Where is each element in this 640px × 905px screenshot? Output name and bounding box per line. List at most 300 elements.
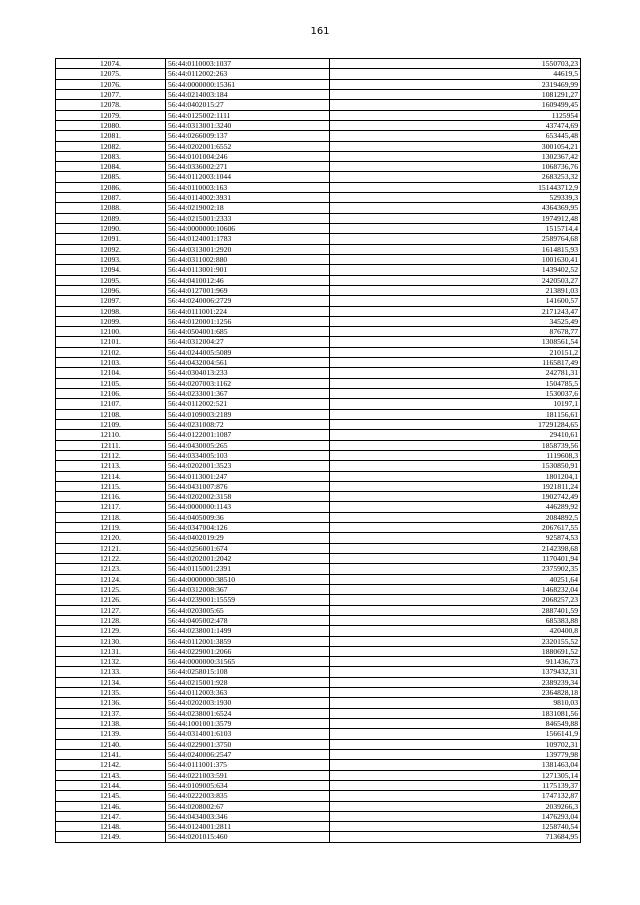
value-cell: 3001054,21 bbox=[330, 141, 581, 151]
value-cell: 1921811,24 bbox=[330, 481, 581, 491]
table-row bbox=[56, 162, 581, 172]
row-number-cell: 12148. bbox=[56, 822, 166, 832]
table-row bbox=[56, 89, 581, 99]
table-row bbox=[56, 822, 581, 832]
row-number-cell: 12145. bbox=[56, 791, 166, 801]
row-number-cell: 12103. bbox=[56, 358, 166, 368]
row-number-cell: 12120. bbox=[56, 533, 166, 543]
table-row bbox=[56, 471, 581, 481]
value-cell: 210151,2 bbox=[330, 347, 581, 357]
cadastral-number-cell: 56:44:0221003:591 bbox=[166, 770, 330, 780]
row-number-cell: 12093. bbox=[56, 254, 166, 264]
table-row bbox=[56, 564, 581, 574]
row-number-cell: 12124. bbox=[56, 574, 166, 584]
row-number-cell: 12099. bbox=[56, 316, 166, 326]
cadastral-number-cell: 56:44:0112001:3859 bbox=[166, 636, 330, 646]
value-cell: 1308561,54 bbox=[330, 337, 581, 347]
value-cell: 1974912,48 bbox=[330, 213, 581, 223]
row-number-cell: 12107. bbox=[56, 399, 166, 409]
cadastral-number-cell: 56:44:0124001:2811 bbox=[166, 822, 330, 832]
table-row bbox=[56, 193, 581, 203]
row-number-cell: 12081. bbox=[56, 131, 166, 141]
value-cell: 1880691,52 bbox=[330, 646, 581, 656]
row-number-cell: 12134. bbox=[56, 677, 166, 687]
cadastral-number-cell: 56:44:0222003:835 bbox=[166, 791, 330, 801]
value-cell: 109702,31 bbox=[330, 739, 581, 749]
value-cell: 1614815,93 bbox=[330, 244, 581, 254]
table-row bbox=[56, 481, 581, 491]
row-number-cell: 12142. bbox=[56, 760, 166, 770]
table-row bbox=[56, 265, 581, 275]
cadastral-number-cell: 56:44:0336002:271 bbox=[166, 162, 330, 172]
cadastral-number-cell: 56:44:0347004:126 bbox=[166, 523, 330, 533]
cadastral-number-cell: 56:44:0202001:6552 bbox=[166, 141, 330, 151]
row-number-cell: 12135. bbox=[56, 688, 166, 698]
cadastral-number-cell: 56:44:0113001:901 bbox=[166, 265, 330, 275]
value-cell: 1068736,76 bbox=[330, 162, 581, 172]
value-cell: 1609499,45 bbox=[330, 100, 581, 110]
row-number-cell: 12131. bbox=[56, 646, 166, 656]
row-number-cell: 12089. bbox=[56, 213, 166, 223]
cadastral-number-cell: 56:44:0313001:2920 bbox=[166, 244, 330, 254]
row-number-cell: 12088. bbox=[56, 203, 166, 213]
cadastral-number-cell: 56:44:0219002:18 bbox=[166, 203, 330, 213]
cadastral-number-cell: 56:44:0000000:15361 bbox=[166, 79, 330, 89]
cadastral-number-cell: 56:44:0258015:108 bbox=[166, 667, 330, 677]
row-number-cell: 12126. bbox=[56, 595, 166, 605]
value-cell: 1439402,52 bbox=[330, 265, 581, 275]
table-row bbox=[56, 131, 581, 141]
value-cell: 713684,95 bbox=[330, 832, 581, 842]
value-cell: 1271305,14 bbox=[330, 770, 581, 780]
value-cell: 4364369,95 bbox=[330, 203, 581, 213]
table-row bbox=[56, 182, 581, 192]
cadastral-number-cell: 56:44:0203005:65 bbox=[166, 605, 330, 615]
cadastral-number-cell: 56:44:0238001:6524 bbox=[166, 708, 330, 718]
table-row bbox=[56, 296, 581, 306]
value-cell: 1476293,04 bbox=[330, 811, 581, 821]
cadastral-number-cell: 56:44:0402019:29 bbox=[166, 533, 330, 543]
table-row bbox=[56, 646, 581, 656]
row-number-cell: 12076. bbox=[56, 79, 166, 89]
row-number-cell: 12115. bbox=[56, 481, 166, 491]
row-number-cell: 12117. bbox=[56, 502, 166, 512]
row-number-cell: 12141. bbox=[56, 749, 166, 759]
value-cell: 2171243,47 bbox=[330, 306, 581, 316]
table-row bbox=[56, 523, 581, 533]
cadastral-number-cell: 56:44:0202003:1930 bbox=[166, 698, 330, 708]
cadastral-number-cell: 56:44:0112002:263 bbox=[166, 69, 330, 79]
cadastral-number-cell: 56:44:0432004:561 bbox=[166, 358, 330, 368]
value-cell: 2589764,68 bbox=[330, 234, 581, 244]
table-row bbox=[56, 729, 581, 739]
row-number-cell: 12130. bbox=[56, 636, 166, 646]
cadastral-number-cell: 56:44:0215001:928 bbox=[166, 677, 330, 687]
row-number-cell: 12121. bbox=[56, 543, 166, 553]
value-cell: 2039266,3 bbox=[330, 801, 581, 811]
value-cell: 653445,48 bbox=[330, 131, 581, 141]
cadastral-number-cell: 56:44:0229001:2066 bbox=[166, 646, 330, 656]
value-cell: 2887401,59 bbox=[330, 605, 581, 615]
cadastral-number-cell: 56:44:0207003:1162 bbox=[166, 378, 330, 388]
cadastral-number-cell: 56:44:0229001:3750 bbox=[166, 739, 330, 749]
value-cell: 139779,98 bbox=[330, 749, 581, 759]
row-number-cell: 12132. bbox=[56, 657, 166, 667]
cadastral-number-cell: 56:44:0214003:184 bbox=[166, 89, 330, 99]
table-row bbox=[56, 234, 581, 244]
cadastral-number-cell: 56:44:0000000:38510 bbox=[166, 574, 330, 584]
cadastral-number-cell: 56:44:0410012:46 bbox=[166, 275, 330, 285]
row-number-cell: 12109. bbox=[56, 419, 166, 429]
table-row bbox=[56, 120, 581, 130]
value-cell: 1379432,31 bbox=[330, 667, 581, 677]
row-number-cell: 12074. bbox=[56, 59, 166, 69]
cadastral-number-cell: 56:44:0000000:10606 bbox=[166, 224, 330, 234]
table-row bbox=[56, 832, 581, 842]
cadastral-number-cell: 56:44:0112003:1044 bbox=[166, 172, 330, 182]
row-number-cell: 12133. bbox=[56, 667, 166, 677]
row-number-cell: 12125. bbox=[56, 584, 166, 594]
value-cell: 1468232,04 bbox=[330, 584, 581, 594]
table-row bbox=[56, 636, 581, 646]
row-number-cell: 12138. bbox=[56, 719, 166, 729]
cadastral-number-cell: 56:44:0125002:1111 bbox=[166, 110, 330, 120]
row-number-cell: 12113. bbox=[56, 461, 166, 471]
value-cell: 529339,3 bbox=[330, 193, 581, 203]
cadastral-number-cell: 56:44:0312004:27 bbox=[166, 337, 330, 347]
cadastral-number-cell: 56:44:0430005:265 bbox=[166, 440, 330, 450]
value-cell: 2683253,32 bbox=[330, 172, 581, 182]
value-cell: 40251,64 bbox=[330, 574, 581, 584]
cadastral-number-cell: 56:44:0115001:2391 bbox=[166, 564, 330, 574]
row-number-cell: 12078. bbox=[56, 100, 166, 110]
cadastral-number-cell: 56:44:0124001:1783 bbox=[166, 234, 330, 244]
cadastral-number-cell: 56:44:0312008:367 bbox=[166, 584, 330, 594]
table-row bbox=[56, 533, 581, 543]
value-cell: 2319469,99 bbox=[330, 79, 581, 89]
row-number-cell: 12077. bbox=[56, 89, 166, 99]
cadastral-number-cell: 56:44:0240006:2729 bbox=[166, 296, 330, 306]
cadastral-number-cell: 56:44:0000000:1143 bbox=[166, 502, 330, 512]
table-row bbox=[56, 224, 581, 234]
value-cell: 1530850,91 bbox=[330, 461, 581, 471]
value-cell: 1747132,87 bbox=[330, 791, 581, 801]
table-row bbox=[56, 667, 581, 677]
table-row bbox=[56, 347, 581, 357]
value-cell: 1170401,94 bbox=[330, 554, 581, 564]
table-row bbox=[56, 698, 581, 708]
value-cell: 1801204,1 bbox=[330, 471, 581, 481]
row-number-cell: 12140. bbox=[56, 739, 166, 749]
cadastral-number-cell: 56:44:0504001:685 bbox=[166, 327, 330, 337]
value-cell: 420400,8 bbox=[330, 626, 581, 636]
value-cell: 2320155,52 bbox=[330, 636, 581, 646]
table-row bbox=[56, 244, 581, 254]
value-cell: 2142398,68 bbox=[330, 543, 581, 553]
table-row bbox=[56, 327, 581, 337]
cadastral-number-cell: 56:44:0122001:1087 bbox=[166, 430, 330, 440]
table-row bbox=[56, 337, 581, 347]
table-row bbox=[56, 59, 581, 69]
value-cell: 2375902,35 bbox=[330, 564, 581, 574]
cadastral-number-cell: 56:44:0110003:163 bbox=[166, 182, 330, 192]
cadastral-number-cell: 56:44:0112003:363 bbox=[166, 688, 330, 698]
table-row bbox=[56, 254, 581, 264]
table-row bbox=[56, 626, 581, 636]
table-row bbox=[56, 605, 581, 615]
row-number-cell: 12102. bbox=[56, 347, 166, 357]
row-number-cell: 12106. bbox=[56, 389, 166, 399]
page-number: 161 bbox=[310, 26, 330, 37]
row-number-cell: 12100. bbox=[56, 327, 166, 337]
value-cell: 141600,57 bbox=[330, 296, 581, 306]
table-row bbox=[56, 378, 581, 388]
row-number-cell: 12139. bbox=[56, 729, 166, 739]
value-cell: 9810,03 bbox=[330, 698, 581, 708]
table-row bbox=[56, 151, 581, 161]
table-row bbox=[56, 399, 581, 409]
cadastral-number-cell: 56:44:0208002:67 bbox=[166, 801, 330, 811]
table-row bbox=[56, 739, 581, 749]
cadastral-number-cell: 56:44:0233001:367 bbox=[166, 389, 330, 399]
table-row bbox=[56, 760, 581, 770]
cadastral-number-cell: 56:44:0202002:3158 bbox=[166, 492, 330, 502]
cadastral-number-cell: 56:44:0109003:2189 bbox=[166, 409, 330, 419]
table-row bbox=[56, 749, 581, 759]
row-number-cell: 12083. bbox=[56, 151, 166, 161]
row-number-cell: 12111. bbox=[56, 440, 166, 450]
row-number-cell: 12143. bbox=[56, 770, 166, 780]
row-number-cell: 12096. bbox=[56, 285, 166, 295]
cadastral-number-cell: 56:44:0402015:27 bbox=[166, 100, 330, 110]
cadastral-number-cell: 56:44:0434003:346 bbox=[166, 811, 330, 821]
row-number-cell: 12110. bbox=[56, 430, 166, 440]
value-cell: 2068257,23 bbox=[330, 595, 581, 605]
value-cell: 1902742,49 bbox=[330, 492, 581, 502]
table-row bbox=[56, 79, 581, 89]
value-cell: 2420503,27 bbox=[330, 275, 581, 285]
row-number-cell: 12137. bbox=[56, 708, 166, 718]
row-number-cell: 12144. bbox=[56, 780, 166, 790]
table-row bbox=[56, 203, 581, 213]
cadastral-number-cell: 56:44:0202001:2042 bbox=[166, 554, 330, 564]
cadastral-number-cell: 56:44:0114002:3931 bbox=[166, 193, 330, 203]
value-cell: 2084892,5 bbox=[330, 512, 581, 522]
cadastral-number-cell: 56:44:0109005:634 bbox=[166, 780, 330, 790]
row-number-cell: 12097. bbox=[56, 296, 166, 306]
cadastral-number-cell: 56:44:0334005:103 bbox=[166, 450, 330, 460]
value-cell: 1001630,41 bbox=[330, 254, 581, 264]
table-row bbox=[56, 69, 581, 79]
value-cell: 44619,5 bbox=[330, 69, 581, 79]
value-cell: 1119608,3 bbox=[330, 450, 581, 460]
table-row bbox=[56, 430, 581, 440]
table-row bbox=[56, 306, 581, 316]
cadastral-number-cell: 56:44:0112002:521 bbox=[166, 399, 330, 409]
table-row bbox=[56, 172, 581, 182]
cadastral-number-cell: 56:44:0101004:246 bbox=[166, 151, 330, 161]
table-row bbox=[56, 275, 581, 285]
value-cell: 1381463,04 bbox=[330, 760, 581, 770]
value-cell: 437474,69 bbox=[330, 120, 581, 130]
value-cell: 846549,88 bbox=[330, 719, 581, 729]
table-row bbox=[56, 780, 581, 790]
row-number-cell: 12085. bbox=[56, 172, 166, 182]
cadastral-number-cell: 56:44:0266009:137 bbox=[166, 131, 330, 141]
value-cell: 911436,73 bbox=[330, 657, 581, 667]
table-row bbox=[56, 419, 581, 429]
value-cell: 29410,61 bbox=[330, 430, 581, 440]
row-number-cell: 12119. bbox=[56, 523, 166, 533]
row-number-cell: 12079. bbox=[56, 110, 166, 120]
cadastral-number-cell: 56:44:1001001:3579 bbox=[166, 719, 330, 729]
row-number-cell: 12095. bbox=[56, 275, 166, 285]
cadastral-number-cell: 56:44:0239001:15559 bbox=[166, 595, 330, 605]
table-row bbox=[56, 368, 581, 378]
table-row bbox=[56, 461, 581, 471]
value-cell: 1175139,37 bbox=[330, 780, 581, 790]
table-row bbox=[56, 770, 581, 780]
row-number-cell: 12105. bbox=[56, 378, 166, 388]
table-row bbox=[56, 657, 581, 667]
row-number-cell: 12101. bbox=[56, 337, 166, 347]
value-cell: 1831081,56 bbox=[330, 708, 581, 718]
cadastral-number-cell: 56:44:0202001:3523 bbox=[166, 461, 330, 471]
row-number-cell: 12149. bbox=[56, 832, 166, 842]
row-number-cell: 12147. bbox=[56, 811, 166, 821]
value-cell: 17291284,65 bbox=[330, 419, 581, 429]
table-row bbox=[56, 502, 581, 512]
cadastral-number-cell: 56:44:0215001:2333 bbox=[166, 213, 330, 223]
table-row bbox=[56, 677, 581, 687]
cadastral-number-cell: 56:44:0127001:969 bbox=[166, 285, 330, 295]
row-number-cell: 12090. bbox=[56, 224, 166, 234]
table-row bbox=[56, 811, 581, 821]
cadastral-number-cell: 56:44:0120001:1256 bbox=[166, 316, 330, 326]
value-cell: 1566141,9 bbox=[330, 729, 581, 739]
row-number-cell: 12080. bbox=[56, 120, 166, 130]
value-cell: 1515714,4 bbox=[330, 224, 581, 234]
row-number-cell: 12082. bbox=[56, 141, 166, 151]
value-cell: 213891,03 bbox=[330, 285, 581, 295]
cadastral-number-cell: 56:44:0311002:880 bbox=[166, 254, 330, 264]
row-number-cell: 12091. bbox=[56, 234, 166, 244]
value-cell: 1858739,56 bbox=[330, 440, 581, 450]
table-row bbox=[56, 213, 581, 223]
cadastral-number-cell: 56:44:0231008:72 bbox=[166, 419, 330, 429]
value-cell: 2067617,55 bbox=[330, 523, 581, 533]
table-row bbox=[56, 512, 581, 522]
row-number-cell: 12075. bbox=[56, 69, 166, 79]
row-number-cell: 12108. bbox=[56, 409, 166, 419]
value-cell: 1258740,54 bbox=[330, 822, 581, 832]
table-row bbox=[56, 492, 581, 502]
value-cell: 10197,1 bbox=[330, 399, 581, 409]
cadastral-number-cell: 56:44:0405002:478 bbox=[166, 615, 330, 625]
cadastral-number-cell: 56:44:0110003:1037 bbox=[166, 59, 330, 69]
table-body bbox=[56, 59, 581, 843]
row-number-cell: 12127. bbox=[56, 605, 166, 615]
value-cell: 2364828,18 bbox=[330, 688, 581, 698]
row-number-cell: 12092. bbox=[56, 244, 166, 254]
value-cell: 151443712,9 bbox=[330, 182, 581, 192]
cadastral-number-cell: 56:44:0313001:3240 bbox=[166, 120, 330, 130]
cadastral-number-cell: 56:44:0304013:233 bbox=[166, 368, 330, 378]
table-row bbox=[56, 450, 581, 460]
value-cell: 925874,53 bbox=[330, 533, 581, 543]
row-number-cell: 12098. bbox=[56, 306, 166, 316]
value-cell: 87678,77 bbox=[330, 327, 581, 337]
table-row bbox=[56, 543, 581, 553]
table-row bbox=[56, 688, 581, 698]
value-cell: 1302367,42 bbox=[330, 151, 581, 161]
table-row bbox=[56, 141, 581, 151]
table-row bbox=[56, 801, 581, 811]
row-number-cell: 12129. bbox=[56, 626, 166, 636]
cadastral-number-cell: 56:44:0256001:674 bbox=[166, 543, 330, 553]
cadastral-number-cell: 56:44:0113001:247 bbox=[166, 471, 330, 481]
cadastral-value-table bbox=[55, 58, 581, 843]
value-cell: 1081291,27 bbox=[330, 89, 581, 99]
row-number-cell: 12136. bbox=[56, 698, 166, 708]
value-cell: 1125954 bbox=[330, 110, 581, 120]
row-number-cell: 12114. bbox=[56, 471, 166, 481]
table-row bbox=[56, 389, 581, 399]
cadastral-number-cell: 56:44:0405009:36 bbox=[166, 512, 330, 522]
table-row bbox=[56, 100, 581, 110]
cadastral-number-cell: 56:44:0240006:2547 bbox=[166, 749, 330, 759]
row-number-cell: 12146. bbox=[56, 801, 166, 811]
table-row bbox=[56, 708, 581, 718]
table-row bbox=[56, 719, 581, 729]
cadastral-number-cell: 56:44:0431007:876 bbox=[166, 481, 330, 491]
table-row bbox=[56, 358, 581, 368]
row-number-cell: 12094. bbox=[56, 265, 166, 275]
table-row bbox=[56, 285, 581, 295]
value-cell: 34525,49 bbox=[330, 316, 581, 326]
row-number-cell: 12128. bbox=[56, 615, 166, 625]
table-row bbox=[56, 595, 581, 605]
value-cell: 685383,88 bbox=[330, 615, 581, 625]
cadastral-number-cell: 56:44:0111001:224 bbox=[166, 306, 330, 316]
value-cell: 1165817,49 bbox=[330, 358, 581, 368]
row-number-cell: 12086. bbox=[56, 182, 166, 192]
table-row bbox=[56, 409, 581, 419]
cadastral-number-cell: 56:44:0238001:1499 bbox=[166, 626, 330, 636]
value-cell: 446289,92 bbox=[330, 502, 581, 512]
table-row bbox=[56, 316, 581, 326]
cadastral-number-cell: 56:44:0000000:31565 bbox=[166, 657, 330, 667]
value-cell: 1550703,23 bbox=[330, 59, 581, 69]
value-cell: 181156,61 bbox=[330, 409, 581, 419]
cadastral-number-cell: 56:44:0111001:375 bbox=[166, 760, 330, 770]
row-number-cell: 12123. bbox=[56, 564, 166, 574]
table-row bbox=[56, 791, 581, 801]
row-number-cell: 12118. bbox=[56, 512, 166, 522]
cadastral-number-cell: 56:44:0201015:460 bbox=[166, 832, 330, 842]
row-number-cell: 12122. bbox=[56, 554, 166, 564]
table-row bbox=[56, 615, 581, 625]
table-row bbox=[56, 554, 581, 564]
table-row bbox=[56, 110, 581, 120]
value-cell: 1504785,5 bbox=[330, 378, 581, 388]
table-row bbox=[56, 440, 581, 450]
row-number-cell: 12084. bbox=[56, 162, 166, 172]
value-cell: 1530037,6 bbox=[330, 389, 581, 399]
value-cell: 2389239,34 bbox=[330, 677, 581, 687]
table-row bbox=[56, 584, 581, 594]
value-cell: 242781,31 bbox=[330, 368, 581, 378]
